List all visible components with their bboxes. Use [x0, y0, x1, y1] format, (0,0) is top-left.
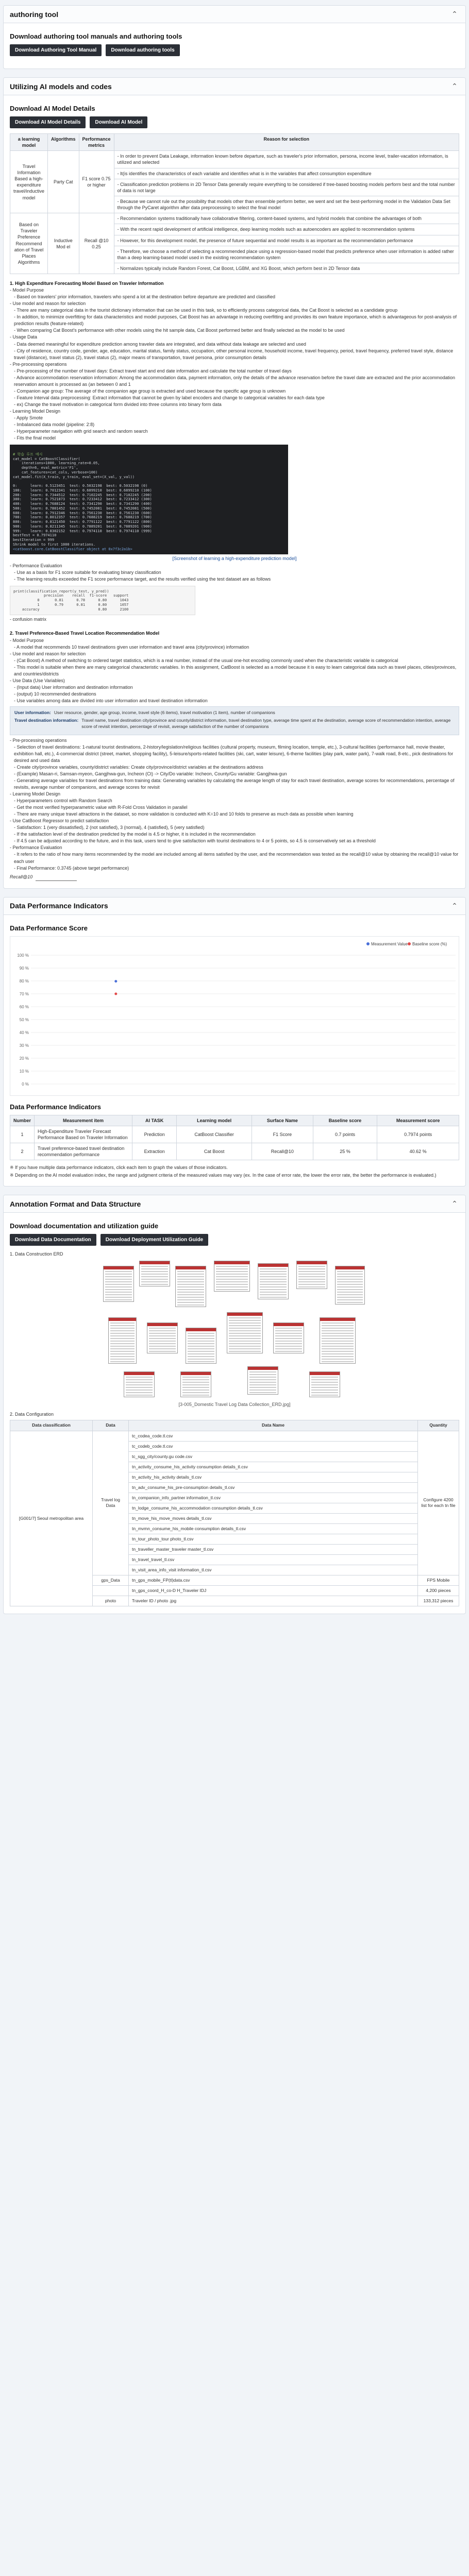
reason-cell: - Therefore, we choose a method of selecting a recommended place using a regression-based model that predicts preference when user information is added rather than a deep learning-based model used in the existing recommendation system [114, 246, 459, 263]
col-header: Performance metrics [79, 134, 114, 151]
description-line: - Use model and reason for selection [10, 301, 86, 307]
file-name-cell: tn_move_his_move_moves details_tl.csv [129, 1513, 418, 1523]
performance-score-heading: Data Performance Score [10, 924, 88, 932]
file-name-cell: tn_lodge_consume_his_accommodation consumption details_tl.csv [129, 1503, 418, 1513]
description-line: - Hyperparameters control with Random Search [14, 798, 112, 804]
legend-marker [366, 942, 370, 945]
legend-label: Measurement Value [371, 941, 408, 946]
quantity-cell: Configure 4200 list for each tn file [418, 1431, 459, 1575]
erd-table-box [103, 1266, 134, 1302]
description-line: - This model is suitable when there are many categorical characteristic variables. In this assignment, CatBoost is selected as a model because it is easy to learn categorical data such as travel places, cities/provinces, and countries/districts [14, 664, 457, 676]
y-tick-label: 60 % [19, 1004, 29, 1009]
data-cell: gps_Data [93, 1575, 129, 1586]
y-tick-label: 40 % [19, 1030, 29, 1035]
col-header: Quantity [418, 1420, 459, 1431]
recall-label: Recall@10 [10, 874, 33, 880]
chevron-up-icon[interactable]: ⌃ [451, 82, 458, 90]
description-line: - Data deemed meaningful for expenditure prediction among traveler data are integrated, and data without data leakage are selected and used [14, 341, 306, 347]
quantity-cell: 4,200 pieces [418, 1586, 459, 1596]
file-name-cell: tn_tour_photo_tour photo_tl.csv [129, 1534, 418, 1545]
variable-definition-box [10, 706, 459, 735]
col-header: Algorithms [48, 134, 79, 151]
table-row[interactable] [10, 1143, 459, 1160]
erd-table-box [175, 1266, 206, 1307]
description-line: - Generating average variables for travel destinations from training data: Generating variables by calculating the average length of stay for each travel destination, average scores for recommendations, percentage of revisits, average number of companions, and average scores for revisit [14, 777, 455, 790]
quantity-cell: 133,312 pieces [418, 1596, 459, 1606]
data-point [114, 980, 117, 982]
description-line: - Use Data (Use Variables) [10, 677, 65, 683]
y-tick-label: 80 % [19, 978, 29, 984]
description-line: - Model Purpose [10, 287, 44, 293]
description-line: - City of residence, country code, gender, age, education, marital status, family status, occupation, other personal income, household income, travel frequency, period, travel frequency, preferred travel style, distance travel (distance), travel status (2), travel status (2), major means of transportation, travel persona, prior consumption details [14, 348, 454, 360]
description-line: - Usage Data [10, 334, 38, 340]
y-tick-label: 20 % [19, 1056, 29, 1061]
reason-cell: - In order to prevent Data Leakage, information known before departure, such as traveler's prior information, persona, income level, trailer-vacation information, is utilized and selected [114, 151, 459, 168]
erd-table-box [147, 1323, 178, 1353]
measurement-cell: 0.7974 points [377, 1126, 459, 1143]
erd-table-box [273, 1323, 304, 1353]
description-line: - Model Purpose [10, 637, 44, 643]
annotation-panel-title: Annotation Format and Data Structure [10, 1199, 141, 1208]
erd-table-box [186, 1328, 216, 1364]
reason-cell: - With the recent rapid development of artificial intelligence, deep learning models such as autoencoders are applied to recommendation systems [114, 224, 459, 235]
description-line: - If 4.5 can be adjusted according to the future, and in this task, users tend to give satisfaction with tourist destinations to 4 or 5 points, so 4.5 is conservatively set as a threshold [14, 838, 376, 844]
erd-table-box [108, 1317, 137, 1364]
description-line: - In addition, to minimize overfitting for data characteristics and model purposes, Cat Boost has an advantage in reducing overfitting and provides its own feature importance, which is advantageous for post-analysis of prediction results (feature-related) [14, 314, 457, 327]
description-line: - Advance accommodation reservation information: Among the accommodation data, payment information, only the details of the advance reservation before the travel date are extracted and the prior accommodation reservation amount is processed as (an between 0 and 1 [14, 375, 455, 387]
description-line: - Final Performance: 0.3745 (above target performance) [14, 865, 129, 871]
authoring-panel-header[interactable] [4, 6, 465, 23]
y-tick-label: 100 % [17, 953, 29, 958]
training-caption: [Screenshot of learning a high-expenditure prediction model] [172, 556, 297, 562]
description-line: - Get the most verified hyperparametric value with R-Fold Cross Validation in parallel [14, 805, 188, 810]
def-text: Travel name, travel destination city/province and county/district information, travel destination type, average time spent at the destination, average score of recommendation intention, average score of revisit intention, percentage of revisit, average satisfaction of the number of companions [81, 717, 451, 729]
baseline-cell: 0.7 points [313, 1126, 377, 1143]
file-name-cell: tn_activity_consume_his_activity consumption details_tl.csv [129, 1462, 418, 1472]
download-ai-model-details-button[interactable]: Download AI Model Details [10, 116, 86, 128]
col-header: Data Name [129, 1420, 418, 1431]
file-name-cell: tc_sgg_city/county.gu code.csv [129, 1451, 418, 1462]
task-cell: Extraction [132, 1143, 177, 1160]
algorithm-cell: Party Cat [48, 151, 79, 213]
legend-label: Baseline score (%) [412, 941, 447, 946]
description-line: - (output) 10 recommended destinations [14, 691, 96, 697]
authoring-heading: Download authoring tool manuals and authoring tools [10, 32, 182, 40]
configuration-table [10, 1420, 459, 1606]
annotation-panel-header[interactable] [4, 1195, 465, 1213]
description-line: - Selection of travel destinations: 1-natural tourist destinations, 2-history/legislation/religious facilities (cultural property, museum, filming location, temple, etc.), 3-cultural facilities (performance hall, movie theater, exhibition hall, etc.), 4-commercial district (street, market, shopping facility), 5-leisure/sports-related facilities (ski, cart, water leisure), 6-theme facilities (play park, water park), 7-walk road, 8-etc., pick destinations for desired and used data [14, 744, 454, 763]
y-tick-label: 70 % [19, 991, 29, 996]
chevron-up-icon[interactable]: ⌃ [451, 1199, 458, 1208]
erd-table-box [180, 1371, 211, 1397]
measurement-cell: 40.62 % [377, 1143, 459, 1160]
chevron-up-icon[interactable]: ⌃ [451, 10, 458, 18]
description-line: - Use as a basis for F1 score suitable for evaluating binary classification [14, 569, 161, 575]
description-line: - Fits the final model [14, 435, 56, 441]
description-line: - It refers to the ratio of how many items recommended by the model are included among all items satisfied by the user, and the recommendation was tested as the recall@10 value by obtaining the recall@10 value for each user [14, 852, 459, 864]
file-name-cell: tc_codeb_code.tl.csv [129, 1441, 418, 1451]
description-line: - There are many categorical data in the tourist dictionary information that can be used in this task, so to efficiently process categorical data, the Cat Boost is selected as a candidate group [14, 308, 398, 313]
data-cell: Travel log Data [93, 1431, 129, 1575]
col-header: Data [93, 1420, 129, 1431]
col-header: Baseline score [313, 1115, 377, 1126]
erd-table-box [139, 1261, 170, 1286]
table-row[interactable] [10, 1126, 459, 1143]
model1-title: 1. High Expenditure Forecasting Model Based on Traveler Information [10, 281, 164, 286]
number-cell: 1 [10, 1126, 35, 1143]
model1-eval-lines [10, 563, 459, 583]
documentation-heading: Download documentation and utilization guide [10, 1222, 159, 1230]
file-name-cell: tn_travel_travel_tl.csv [129, 1555, 418, 1565]
table-row [10, 151, 459, 168]
confusion-matrix-label: - confusion matrix [10, 617, 47, 622]
description-line: - Use model and reason for selection [10, 651, 86, 656]
file-name-cell: tn_gps_mobile_FP(tl)data.csv [129, 1575, 418, 1586]
metric-cell: Recall @10 0.25 [79, 213, 114, 274]
confusion-matrix-code: print(classification_report(y_test, y_pred)) precision recall f1-score support 0 0.81 0.78 0.80 1043 1 0.79 0.81 0.80 1057 accuracy 0.80 2100 [10, 586, 195, 616]
model1-description [10, 280, 459, 623]
reason-cell: - Classification prediction problems in 2D Tensor Data generally require everything to be considered if tree-based boosting models perform best and the total number of data is not large [114, 179, 459, 196]
reason-cell: - Normalizes typically include Random Forest, Cat Boost, LGBM, and XG Boost, which perform best in 2D Tensor data [114, 263, 459, 274]
quantity-cell: FPS Mobile [418, 1575, 459, 1586]
download-utilization-guide-button[interactable]: Download Deployment Utilization Guide [100, 1234, 208, 1246]
recall-formula [10, 874, 459, 881]
description-line: - Pre-processing operations [10, 361, 67, 367]
file-name-cell: tn_mvmn_consume_his_mobile consumption details_tl.csv [129, 1523, 418, 1534]
model-cell: Based on Traveler Preference Recommend ation of Travel Places Algorithms [10, 213, 48, 274]
data-point [114, 992, 117, 995]
performance-note: ※ Depending on the AI model evaluation index, the range and judgment criteria of the measured values may vary (ex. In the case of error rate, the lower the error rate, the better the performance is evaluated.) [10, 1173, 437, 1178]
erd-table-box [247, 1366, 278, 1395]
description-line: - Feature Interval data preprocessing: Extract information that cannot be given by label encoders and change to categorical variables for each data type [14, 395, 325, 400]
ai-models-panel-title: Utilizing AI models and codes [10, 82, 112, 91]
description-line: - Learning Model Design [10, 409, 61, 414]
item-cell: Travel preference-based travel destination recommendation performance [35, 1143, 132, 1160]
authoring-panel [3, 5, 466, 69]
description-line: - Imbalanced data model (pipeline: 2:8) [14, 422, 95, 428]
model2-lines-b [10, 737, 459, 872]
description-line: - Performance Evaluation [10, 563, 62, 568]
description-line: - Based on travelers' prior information, travelers who spend a lot at the destination before departure are predicted and classified [14, 294, 276, 300]
performance-chart-svg [10, 937, 466, 1096]
description-line: - Pre-processing operations [10, 737, 67, 743]
y-tick-label: 30 % [19, 1043, 29, 1048]
erd-table-box [335, 1266, 365, 1304]
erd-table-box [214, 1261, 250, 1292]
erd-table-box [296, 1261, 327, 1289]
ai-model-table [10, 133, 459, 274]
performance-panel [3, 897, 466, 1187]
description-line: - Learning Model Design [10, 791, 61, 797]
authoring-panel-title: authoring tool [10, 10, 59, 19]
group-cell: [G001/7] Seoul metropolitan area [10, 1431, 93, 1606]
file-name-cell: tn_traveller_master_traveler master_tl.csv [129, 1545, 418, 1555]
download-authoring-manual-button[interactable]: Download Authoring Tool Manual [10, 44, 102, 56]
metric-cell: F1 score 0.75 or higher [79, 151, 114, 213]
model2-description [10, 630, 459, 880]
col-header: AI TASK [132, 1115, 177, 1126]
performance-chart [10, 936, 459, 1096]
description-line: - When comparing Cat Boost's performance with other models using the hit sample data, Cat Boost performed better and finally selected as the model to be used [14, 328, 345, 333]
baseline-cell: 25 % [313, 1143, 377, 1160]
ai-models-panel-header[interactable] [4, 78, 465, 95]
col-header: Data classification [10, 1420, 93, 1431]
file-name-cell: Traveler ID / photo .jpg [129, 1596, 418, 1606]
metric-cell: Recall@10 [252, 1143, 313, 1160]
description-line: - Create city/province variables, county/district variables: Create city/province/district variables at the destinations address [14, 764, 263, 770]
y-tick-label: 10 % [19, 1069, 29, 1074]
y-tick-label: 50 % [19, 1017, 29, 1022]
chevron-up-icon[interactable]: ⌃ [451, 901, 458, 910]
file-name-cell: tn_companion_info_partner information_tl.csv [129, 1493, 418, 1503]
erd-title: 1. Data Construction ERD [10, 1251, 63, 1257]
model-cell: Cat Boost [177, 1143, 252, 1160]
description-line: - Hyperparameter navigation with grid search and random search [14, 429, 148, 434]
task-cell: Prediction [132, 1126, 177, 1143]
formula-graphic [36, 874, 77, 881]
table-row [10, 213, 459, 224]
description-line: - Apply Smote [14, 415, 43, 421]
erd-table-box [309, 1371, 340, 1397]
table-row [10, 1431, 459, 1441]
erd-table-box [258, 1263, 289, 1299]
performance-panel-title: Data Performance Indicators [10, 902, 108, 910]
description-line: - ex) Change the travel motivation in categorical form divided into three columns into binary form data [14, 401, 222, 407]
file-name-cell: tn_activity_his_activity details_tl.csv [129, 1472, 418, 1482]
col-header: Learning model [177, 1115, 252, 1126]
erd-table-box [227, 1312, 263, 1353]
description-line: - A model that recommends 10 travel destinations given user information and travel area (city/province) information [14, 644, 249, 650]
metric-cell: F1 Score [252, 1126, 313, 1143]
reason-cell: - It(is identifies the characteristics of each variable and identifies what is in the variables that affect consumption expenditure [114, 168, 459, 179]
ai-model-details-heading: Download AI Model Details [10, 105, 95, 112]
performance-indicators-heading: Data Performance Indicators [10, 1103, 102, 1111]
def-label: Travel destination information: [14, 717, 79, 723]
erd-caption: [3-005_Domestic Travel Log Data Collection_ERD.jpg] [178, 1402, 291, 1408]
file-name-cell: tn_visit_area_info_visit information_tl.csv [129, 1565, 418, 1575]
number-cell: 2 [10, 1143, 35, 1160]
col-header: Number [10, 1115, 35, 1126]
download-authoring-tools-button[interactable]: Download authoring tools [106, 44, 179, 56]
model-cell: Travel Information Based a high-expenditure travel/inductive model [10, 151, 48, 213]
description-line: - Companion age group: The average of the companion age group is extracted and used because the specific age group is unknown [14, 388, 286, 394]
description-line: - Use CatBoost Regressor to predict satisfaction [10, 818, 109, 824]
erd-table-box [124, 1371, 155, 1397]
model-cell: CatBoost Classifier [177, 1126, 252, 1143]
download-data-documentation-button[interactable]: Download Data Documentation [10, 1234, 96, 1246]
description-line: - Performance Evaluation [10, 845, 62, 851]
download-ai-model-button[interactable]: Download AI Model [90, 116, 147, 128]
description-line: - (Cat Boost) A method of switching to ordered target statistics, which is a real number, instead of the usual one-hot encoding commonly used when the characteristic variable is categorical [14, 657, 398, 663]
col-header: a learning model [10, 134, 48, 151]
file-name-cell: tc_codea_code.tl.csv [129, 1431, 418, 1441]
legend-marker [408, 942, 411, 945]
performance-table [10, 1115, 459, 1161]
model2-lines-a [10, 637, 459, 704]
erd-diagram [103, 1261, 366, 1400]
configuration-title: 2. Data Configuration [10, 1412, 54, 1417]
def-label: User information: [14, 709, 51, 715]
file-name-cell: tn_gps_coord_H_co-D H_Traveler IDJ [129, 1586, 418, 1596]
reason-cell: - However, for this development model, the presence of future sequential and model results is as important as the recommendation performance [114, 235, 459, 246]
item-cell: High-Expenditure Traveler Forecast Performance Based on Traveler Information [35, 1126, 132, 1143]
col-header: Measurement item [35, 1115, 132, 1126]
y-tick-label: 0 % [22, 1081, 29, 1087]
description-line: - If the satisfaction level of the destination predicted by the model is 4.5 or higher, it is included in the recommendation [14, 832, 256, 837]
reason-cell: - Recommendation systems traditionally have collaborative filtering, content-based systems, and hybrid models that combine the advantages of both [114, 213, 459, 224]
description-line: - Satisfaction: 1 (very dissatisfied), 2 (not satisfied), 3 (normal), 4 (satisfied), 5 (very satisfied) [14, 825, 205, 831]
col-header: Reason for selection [114, 134, 459, 151]
description-line: - (Input data) User information and destination information [14, 684, 133, 690]
annotation-panel [3, 1195, 466, 1614]
model1-lines [10, 287, 459, 442]
performance-note: ※ If you have multiple data performance indicators, click each item to graph the values of those indicators. [10, 1165, 228, 1171]
description-line: - (Example) Masan-ri, Samsan-myeon, Gangjhwa-gun, Incheon (Ct) -> City/Do variable: Incheon, County/Gu variable: Gangjhwa-gun [14, 771, 287, 776]
model2-title: 2. Travel Preference-Based Travel Location Recommendation Model [10, 631, 160, 636]
data-cell [93, 1586, 129, 1596]
description-line: - There are many unique travel attractions in the dataset, so more validation is conducted with K=10 and 10 folds to preserve as much data as possible when learning [14, 811, 354, 817]
erd-table-box [320, 1317, 356, 1364]
performance-panel-header[interactable] [4, 897, 465, 915]
def-text: User resource, gender, age group, income, travel style (6 items), travel motivation (1 item), number of companions [54, 709, 275, 715]
description-line: - Use variables among data are divided into user information and travel destination information [14, 698, 208, 703]
reason-cell: - Because we cannot rule out the possibility that models other than ensemble perform better, we went and set the best-performing model in the Validation Data Set through the PyCaret algorithm after data preprocessing to select the final model [114, 196, 459, 213]
file-name-cell: tn_adv_consume_his_pre-consumption details_tl.csv [129, 1482, 418, 1493]
ai-models-panel [3, 77, 466, 889]
y-tick-label: 90 % [19, 965, 29, 971]
col-header: Surface Name [252, 1115, 313, 1126]
training-code-screenshot: # 학습 루프 예시 cat_model = CatBoostClassifier( iterations=1000, learning_rate=0.05, depth=6, eval_metric='F1', cat_features=cat_cols, verbose=100) cat_model.fit(X_train, y_train, eval_set=(X_val, y_val)) 0: learn: 0.5123451 test: 0.5032198 best: 0.5032198 (0) 100: learn: 0.7012341 test: 0.6899210 best: 0.6899210 (100) 200: learn: 0.7344512 test: 0.7102245 best: 0.7102245 (200) 300: learn: 0.7521873 test: 0.7233412 best: 0.7233412 (300) 400: learn: 0.7688124 test: 0.7341290 best: 0.7341290 (400) 500: learn: 0.7801452 test: 0.7452081 best: 0.7452081 (500) 600: learn: 0.7912346 test: 0.7561230 best: 0.7561230 (600) 700: learn: 0.8012357 test: 0.7688219 best: 0.7688219 (700) 800: learn: 0.8121450 test: 0.7791122 best: 0.7791122 (800) 900: learn: 0.8211345 test: 0.7889201 best: 0.7889201 (900) 999: learn: 0.8302152 test: 0.7974110 best: 0.7974110 (999) bestTest = 0.7974110 bestIteration = 999 Shrink model to first 1000 iterations. <catboost.core.CatBoostClassifier object at 0x7f3c2a1b> [10, 445, 288, 554]
description-line: - The learning results exceeded the F1 score performance target, and the results verified using the test dataset are as follows [14, 576, 271, 582]
col-header: Measurement score [377, 1115, 459, 1126]
description-line: - Pre-processing of the number of travel days: Extract travel start and end date information and calculate the total number of travel days [14, 368, 292, 374]
data-cell: photo [93, 1596, 129, 1606]
algorithm-cell: Inductive Mod el [48, 213, 79, 274]
